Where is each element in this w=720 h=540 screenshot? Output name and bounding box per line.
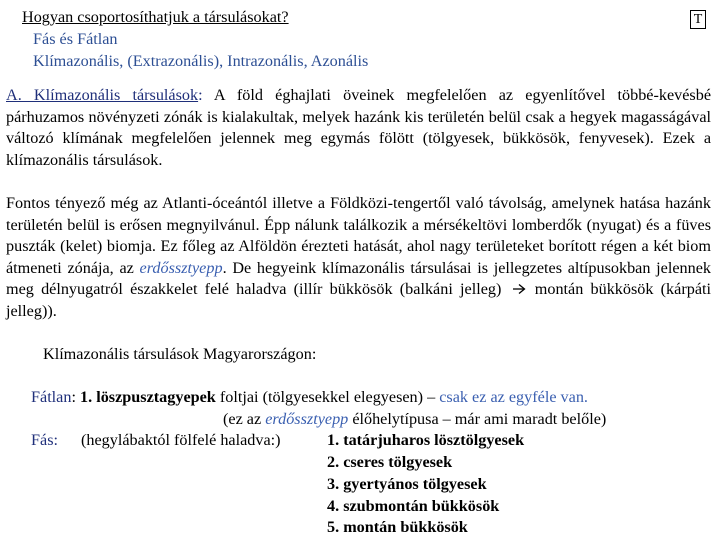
subtitle-fas-fatlan: Fás és Fátlan: [33, 30, 118, 48]
item-number: 5.: [327, 518, 340, 536]
fas-item-2: [327, 452, 452, 474]
erdossztyepp-term-2: erdőssztyepp: [265, 410, 349, 428]
fatlan-line2-b: élőhelytípusa – már ami maradt belőle): [348, 410, 607, 428]
item-prefix: szubmontán: [343, 497, 432, 515]
item-type: tölgyesek: [422, 475, 487, 493]
section-a-text: A föld éghajlati öveinek megfelelően az egyenlítővel többé-kevésbé párhuzamos növényzeti zónák is kialakultak, melyek hazánk kis területén belül csak a hegyek magasságával változó klímának megfelelően jelennek meg egymás fölött (tölgyesek, bükkösök, fenyvesek). Ezek a klímazonális társulások.: [6, 86, 712, 169]
item-type: bükkösök: [400, 518, 468, 536]
fatlan-rest: foltjai (tölgyesekkel elegyesen) –: [215, 388, 440, 406]
list-title: Klímazonális társulások Magyarországon:: [43, 345, 317, 363]
fatlan-label: Fátlan: [31, 388, 72, 406]
paragraph-2-part1: Fontos tényező még az Atlanti-óceántól illetve a Földközi-tengertől való távolság, amelynek hatása hazánk területén belül is erősen megnyilvánul. Épp nálunk találkozik a mérsékeltövi lomberdők (nyugat) és a füves puszták (kelet) biomja. Ez főleg az Alföldön érezteti hatását, ahol nagy területeket borított régen a két biom átmeneti zónája, az: [6, 194, 711, 277]
fas-label-text: Fás: [31, 431, 54, 449]
subtitle-zonal-categories: Klímazonális, (Extrazonális), Intrazonális, Azonális: [33, 52, 369, 70]
loszpusztagyep-type: löszpusztagyepek: [96, 388, 216, 406]
page-title: Hogyan csoportosíthatjuk a társulásokat?: [22, 8, 289, 26]
paragraph-2-part3: montán bükkösök (kárpáti jelleg)).: [6, 280, 711, 320]
item-number: 2.: [327, 453, 340, 471]
fatlan-colon: :: [71, 388, 81, 406]
item-prefix: montán: [343, 518, 401, 536]
section-a-paragraph: [6, 85, 711, 171]
fas-label: [31, 430, 58, 452]
item-type: tölgyesek: [460, 431, 525, 449]
fatlan-line2-a: (ez az: [223, 410, 266, 428]
item-type: bükkösök: [431, 497, 500, 515]
item-prefix: cseres: [343, 453, 389, 471]
t-button[interactable]: T: [690, 10, 706, 29]
section-a-heading: A. Klímazonális társulások: [6, 86, 199, 104]
fas-item-5: [327, 517, 468, 539]
fas-item-1: [327, 430, 524, 452]
item-number: 1.: [327, 431, 340, 449]
section-a-colon: :: [198, 86, 203, 104]
paragraph-2-part2: . De hegyeink klímazonális társulásai is jellegzetes altípusokban jelennek meg délnyugatról északkelet felé haladva (illír bükkösök (balkáni jelleg): [6, 258, 712, 298]
fatlan-line-2: [223, 409, 606, 431]
right-arrow-icon: [512, 283, 526, 295]
erdossztyepp-term: erdőssztyepp: [139, 258, 223, 277]
item-number: 3.: [327, 475, 340, 493]
fas-item-3: [327, 474, 487, 496]
item-number: 4.: [327, 497, 340, 515]
item-type: tölgyesek: [388, 453, 453, 471]
item-prefix: gyertyános: [343, 475, 423, 493]
fas-item-4: [327, 496, 499, 518]
fatlan-number: 1.: [80, 388, 97, 406]
paragraph-2: [6, 193, 711, 322]
fas-colon: :: [53, 431, 58, 449]
fatlan-note: csak ez az egyféle van.: [439, 388, 588, 406]
fatlan-line: [31, 387, 588, 409]
fas-direction: (hegylábaktól fölfelé haladva:): [81, 431, 281, 449]
item-prefix: tatárjuharos lösz: [343, 431, 461, 449]
